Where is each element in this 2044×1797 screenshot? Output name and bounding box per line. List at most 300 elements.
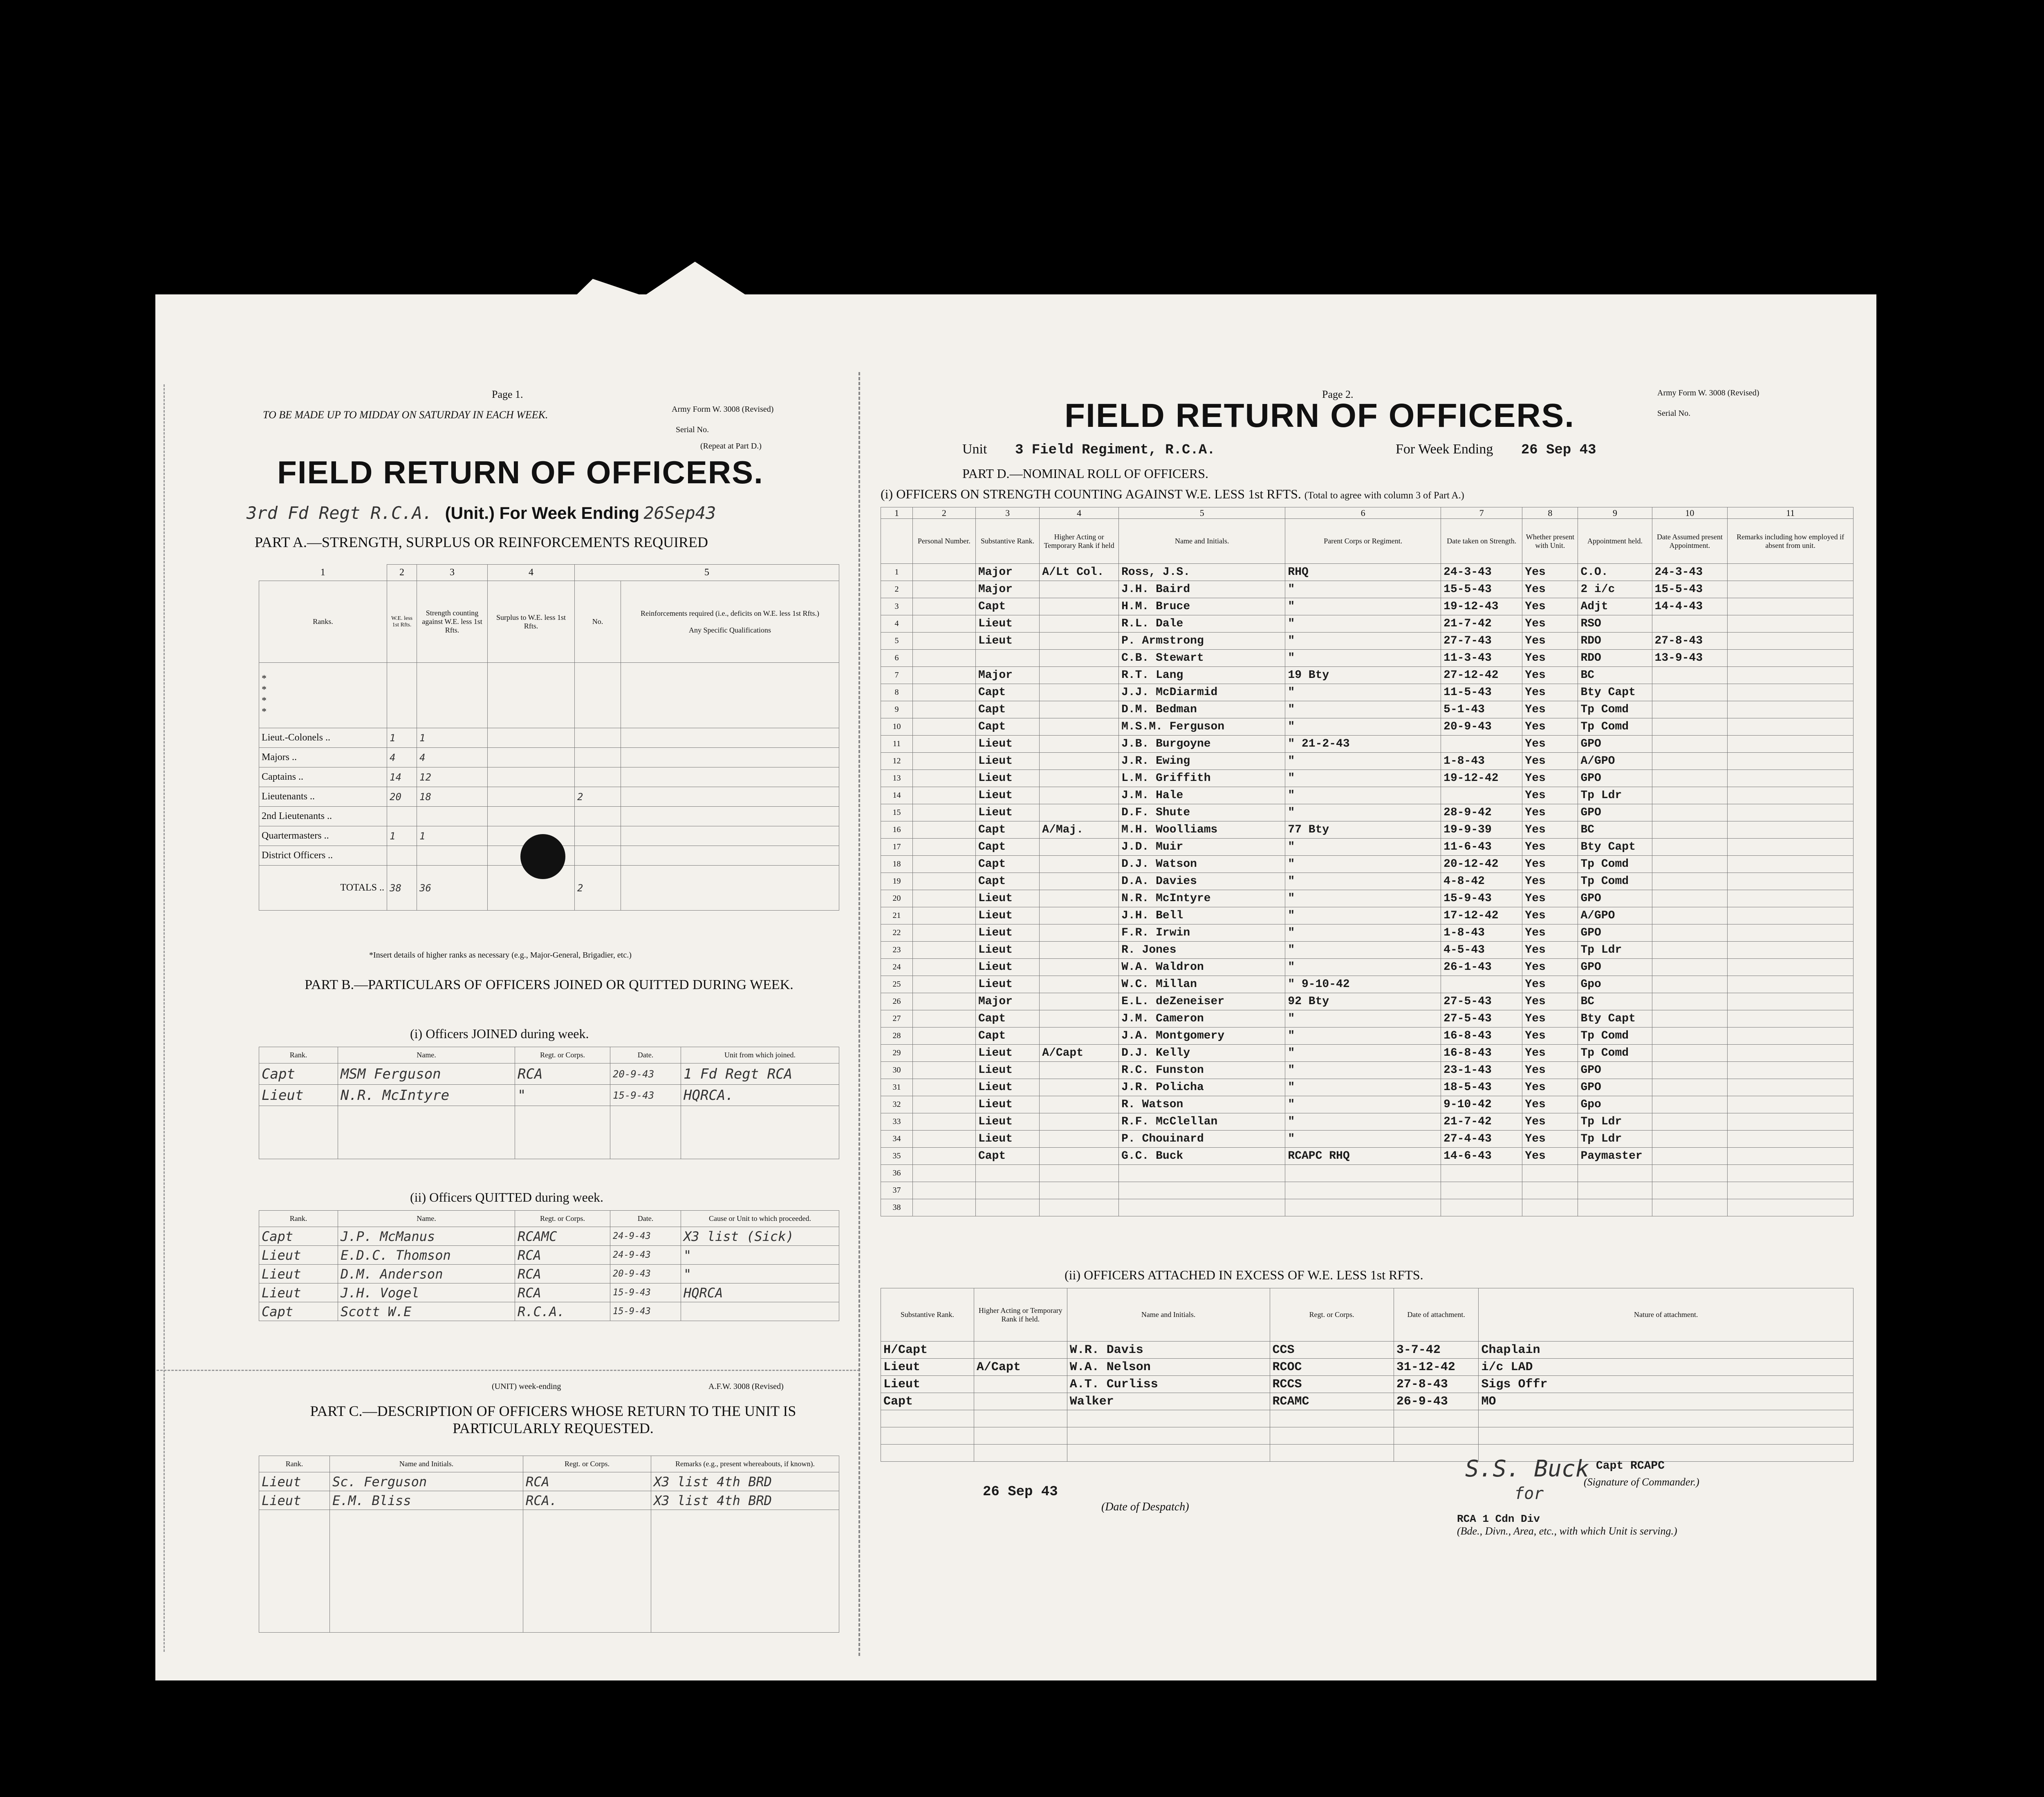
- roll-cell: [975, 650, 1039, 667]
- column-header: Higher Acting or Temporary Rank if held: [1040, 519, 1119, 564]
- roll-cell: [1652, 976, 1728, 993]
- roll-cell: ": [1285, 856, 1441, 873]
- roll-cell: [1040, 736, 1119, 753]
- roll-cell: [1441, 1182, 1522, 1199]
- roll-cell: R. Jones: [1119, 942, 1285, 959]
- despatch-date: 26 Sep 43: [983, 1484, 1058, 1500]
- roll-cell: 27-4-43: [1441, 1131, 1522, 1148]
- roll-cell: 37: [881, 1182, 913, 1199]
- roll-cell: [912, 581, 975, 598]
- roll-row: [881, 1199, 1853, 1216]
- quitted-row: Capt J.P. McManus RCAMC 24-9-43 X3 list (Sick): [259, 1227, 839, 1246]
- roll-cell: 15-9-43: [1441, 890, 1522, 907]
- attached-cell: Chaplain: [1479, 1342, 1853, 1359]
- roll-cell: [1040, 839, 1119, 856]
- serial-label: Serial No.: [676, 425, 709, 434]
- roll-cell: 28: [881, 1027, 913, 1045]
- roll-cell: ": [1285, 684, 1441, 701]
- roll-cell: [1040, 1131, 1119, 1148]
- roll-cell: [1040, 890, 1119, 907]
- roll-cell: Tp Comd: [1578, 856, 1652, 873]
- roll-cell: Tp Ldr: [1578, 1113, 1652, 1131]
- roll-cell: 27-5-43: [1441, 993, 1522, 1010]
- roll-cell: [1652, 615, 1728, 633]
- reinf-head: Reinforcements required (i.e., deficits on W.E. less 1st Rfts.) Any Specific Qualifications: [621, 581, 839, 663]
- roll-cell: ": [1285, 581, 1441, 598]
- roll-row: [881, 804, 1853, 821]
- roll-cell: Yes: [1522, 684, 1578, 701]
- roll-cell: Yes: [1522, 615, 1578, 633]
- roll-cell: 8: [881, 684, 913, 701]
- roll-cell: [912, 1131, 975, 1148]
- roll-cell: [1652, 942, 1728, 959]
- roll-cell: 27: [881, 1010, 913, 1027]
- roll-cell: [912, 804, 975, 821]
- roll-cell: G.C. Buck: [1119, 1148, 1285, 1165]
- roll-cell: Lieut: [975, 1131, 1039, 1148]
- column-header: Substantive Rank.: [975, 519, 1039, 564]
- roll-cell: GPO: [1578, 1062, 1652, 1079]
- roll-cell: J.J. McDiarmid: [1119, 684, 1285, 701]
- roll-cell: Yes: [1522, 581, 1578, 598]
- roll-cell: R.F. McClellan: [1119, 1113, 1285, 1131]
- roll-cell: Capt: [975, 873, 1039, 890]
- roll-row: [881, 1148, 1853, 1165]
- roll-cell: [912, 753, 975, 770]
- roll-cell: Capt: [975, 1148, 1039, 1165]
- roll-cell: Lieut: [975, 1079, 1039, 1096]
- roll-cell: GPO: [1578, 959, 1652, 976]
- roll-cell: ": [1285, 1062, 1441, 1079]
- roll-cell: [1040, 873, 1119, 890]
- roll-row: [881, 924, 1853, 942]
- section-i-note: (Total to agree with column 3 of Part A.): [1304, 490, 1464, 501]
- roll-cell: J.H. Baird: [1119, 581, 1285, 598]
- roll-cell: ": [1285, 1027, 1441, 1045]
- roll-cell: [1040, 1027, 1119, 1045]
- roll-cell: Yes: [1522, 736, 1578, 753]
- roll-cell: Tp Comd: [1578, 1045, 1652, 1062]
- repeat-note: (Repeat at Part D.): [700, 442, 762, 451]
- roll-cell: Paymaster: [1578, 1148, 1652, 1165]
- roll-cell: [912, 667, 975, 684]
- roll-cell: GPO: [1578, 804, 1652, 821]
- strength-row: 2nd Lieutenants ..: [259, 807, 839, 826]
- roll-cell: RDO: [1578, 633, 1652, 650]
- roll-cell: ": [1285, 924, 1441, 942]
- roll-cell: [1652, 873, 1728, 890]
- roll-row: [881, 598, 1853, 615]
- roll-row: [881, 650, 1853, 667]
- roll-cell: [1652, 1062, 1728, 1079]
- roll-cell: [1652, 701, 1728, 718]
- roll-cell: [1285, 1199, 1441, 1216]
- roll-cell: ": [1285, 959, 1441, 976]
- roll-cell: [1040, 581, 1119, 598]
- column-number: 6: [1285, 507, 1441, 519]
- roll-cell: [1652, 890, 1728, 907]
- roll-cell: 30: [881, 1062, 913, 1079]
- unit-name: 3rd Fd Regt R.C.A.: [247, 503, 433, 523]
- part-c-row: Lieut E.M. Bliss RCA. X3 list 4th BRD: [259, 1491, 839, 1510]
- roll-cell: ": [1285, 701, 1441, 718]
- roll-row: [881, 821, 1853, 839]
- attached-cell: Capt: [881, 1393, 974, 1410]
- roll-cell: 15-5-43: [1441, 581, 1522, 598]
- roll-row: [881, 1027, 1853, 1045]
- strength-row: Quartermasters .. 1 1: [259, 826, 839, 846]
- roll-cell: J.M. Cameron: [1119, 1010, 1285, 1027]
- roll-cell: 20-12-42: [1441, 856, 1522, 873]
- roll-cell: 19-12-43: [1441, 598, 1522, 615]
- roll-cell: [1040, 804, 1119, 821]
- roll-cell: Yes: [1522, 959, 1578, 976]
- roll-row: [881, 684, 1853, 701]
- roll-row: [881, 1096, 1853, 1113]
- roll-cell: Bty Capt: [1578, 684, 1652, 701]
- section-i-heading: (i) OFFICERS ON STRENGTH COUNTING AGAINST W.E. LESS 1st RFTS.: [881, 487, 1301, 501]
- roll-cell: 4-5-43: [1441, 942, 1522, 959]
- roll-cell: [912, 684, 975, 701]
- roll-cell: ": [1285, 753, 1441, 770]
- roll-cell: 20-9-43: [1441, 718, 1522, 736]
- roll-cell: A/Maj.: [1040, 821, 1119, 839]
- roll-cell: " 9-10-42: [1285, 976, 1441, 993]
- attached-cell: [974, 1376, 1067, 1393]
- attached-cell: MO: [1479, 1393, 1853, 1410]
- roll-cell: [912, 1010, 975, 1027]
- roll-cell: [1040, 787, 1119, 804]
- column-number: 4: [1040, 507, 1119, 519]
- roll-cell: [1578, 1165, 1652, 1182]
- col-num: 2: [387, 565, 417, 581]
- unit-label: Unit: [962, 442, 987, 457]
- roll-cell: 11-6-43: [1441, 839, 1522, 856]
- roll-cell: ": [1285, 1113, 1441, 1131]
- roll-cell: 21: [881, 907, 913, 924]
- roll-cell: Yes: [1522, 1062, 1578, 1079]
- attached-cell: RCCS: [1270, 1376, 1394, 1393]
- strength-row: Captains .. 14 12: [259, 767, 839, 787]
- roll-cell: Lieut: [975, 959, 1039, 976]
- roll-cell: [912, 787, 975, 804]
- roll-cell: [1040, 718, 1119, 736]
- roll-cell: 19: [881, 873, 913, 890]
- roll-cell: [1285, 1165, 1441, 1182]
- roll-cell: RCAPC RHQ: [1285, 1148, 1441, 1165]
- page-number: Page 2.: [1322, 388, 1354, 400]
- roll-cell: Yes: [1522, 1010, 1578, 1027]
- roll-cell: 23: [881, 942, 913, 959]
- roll-cell: Capt: [975, 684, 1039, 701]
- roll-cell: L.M. Griffith: [1119, 770, 1285, 787]
- roll-cell: Tp Ldr: [1578, 787, 1652, 804]
- roll-cell: [1522, 1199, 1578, 1216]
- roll-cell: [1652, 1079, 1728, 1096]
- roll-cell: Capt: [975, 856, 1039, 873]
- attached-row: [881, 1342, 1853, 1359]
- attached-cell: Sigs Offr: [1479, 1376, 1853, 1393]
- roll-row: [881, 856, 1853, 873]
- attached-cell: CCS: [1270, 1342, 1394, 1359]
- roll-cell: [912, 1062, 975, 1079]
- roll-cell: ": [1285, 615, 1441, 633]
- attached-cell: Lieut: [881, 1359, 974, 1376]
- roll-cell: Yes: [1522, 821, 1578, 839]
- roll-cell: 14-4-43: [1652, 598, 1728, 615]
- roll-cell: [1652, 787, 1728, 804]
- roll-cell: H.M. Bruce: [1119, 598, 1285, 615]
- roll-cell: [912, 1199, 975, 1216]
- roll-cell: [1040, 1165, 1119, 1182]
- attached-header: Higher Acting or Temporary Rank if held.: [974, 1288, 1067, 1342]
- roll-cell: E.L. deZeneiser: [1119, 993, 1285, 1010]
- roll-cell: [1652, 753, 1728, 770]
- roll-cell: [1652, 1131, 1728, 1148]
- roll-cell: M.S.M. Ferguson: [1119, 718, 1285, 736]
- attached-header: Name and Initials.: [1067, 1288, 1270, 1342]
- week-ending: 26Sep43: [643, 503, 716, 523]
- roll-cell: ": [1285, 650, 1441, 667]
- roll-cell: [912, 650, 975, 667]
- column-header: Remarks including how employed if absent from unit.: [1728, 519, 1853, 564]
- roll-cell: 28-9-42: [1441, 804, 1522, 821]
- attached-cell: RCOC: [1270, 1359, 1394, 1376]
- roll-cell: 4-8-42: [1441, 873, 1522, 890]
- roll-cell: 1-8-43: [1441, 753, 1522, 770]
- roll-cell: Capt: [975, 701, 1039, 718]
- roll-row: [881, 753, 1853, 770]
- column-header: Parent Corps or Regiment.: [1285, 519, 1441, 564]
- roll-cell: RDO: [1578, 650, 1652, 667]
- totals-row: TOTALS .. 38 36 2: [259, 866, 839, 911]
- quitted-row: Lieut J.H. Vogel RCA 15-9-43 HQRCA: [259, 1283, 839, 1302]
- roll-row: [881, 1165, 1853, 1182]
- roll-cell: 21-7-42: [1441, 615, 1522, 633]
- surplus-head: Surplus to W.E. less 1st Rfts.: [488, 581, 575, 663]
- roll-cell: 9: [881, 701, 913, 718]
- section-ii-heading: (ii) OFFICERS ATTACHED IN EXCESS OF W.E. LESS 1st RFTS.: [1065, 1268, 1423, 1282]
- roll-cell: Yes: [1522, 942, 1578, 959]
- roll-cell: 22: [881, 924, 913, 942]
- roll-cell: 27-12-42: [1441, 667, 1522, 684]
- joined-row: Lieut N.R. McIntyre " 15-9-43 HQRCA.: [259, 1085, 839, 1106]
- roll-cell: Capt: [975, 1027, 1039, 1045]
- roll-cell: 18: [881, 856, 913, 873]
- roll-cell: Yes: [1522, 1045, 1578, 1062]
- roll-cell: [1040, 1079, 1119, 1096]
- roll-row: [881, 993, 1853, 1010]
- roll-cell: BC: [1578, 993, 1652, 1010]
- roll-cell: [1652, 1165, 1728, 1182]
- roll-cell: Lieut: [975, 633, 1039, 650]
- roll-cell: Lieut: [975, 1113, 1039, 1131]
- footnote: *Insert details of higher ranks as necessary (e.g., Major-General, Brigadier, etc.): [369, 951, 632, 960]
- roll-cell: GPO: [1578, 770, 1652, 787]
- roll-row: [881, 615, 1853, 633]
- column-header: Appointment held.: [1578, 519, 1652, 564]
- roll-row: [881, 959, 1853, 976]
- roll-cell: [912, 1165, 975, 1182]
- roll-cell: 16: [881, 821, 913, 839]
- roll-cell: [1652, 804, 1728, 821]
- roll-cell: [912, 924, 975, 942]
- roll-cell: Tp Comd: [1578, 873, 1652, 890]
- col-num: 4: [488, 565, 575, 581]
- roll-cell: [1522, 1165, 1578, 1182]
- roll-cell: 29: [881, 1045, 913, 1062]
- part-b-heading: PART B.—PARTICULARS OF OFFICERS JOINED OR QUITTED DURING WEEK.: [305, 977, 793, 992]
- roll-cell: Yes: [1522, 856, 1578, 873]
- roll-cell: 1: [881, 564, 913, 581]
- roll-row: [881, 736, 1853, 753]
- joined-table: Rank. Name. Regt. or Corps. Date. Unit from which joined. Capt MSM Ferguson RCA 20-9-43 1 Fd Regt RCA Lieut N.R. McIntyre " 15-9-43 HQRCA.: [259, 1047, 839, 1159]
- roll-cell: [1578, 1182, 1652, 1199]
- roll-row: [881, 667, 1853, 684]
- column-number: 2: [912, 507, 975, 519]
- roll-cell: [912, 856, 975, 873]
- roll-cell: 20: [881, 890, 913, 907]
- roll-cell: [1040, 633, 1119, 650]
- roll-cell: [1652, 684, 1728, 701]
- roll-cell: 5: [881, 633, 913, 650]
- attached-cell: [974, 1342, 1067, 1359]
- roll-cell: Ross, J.S.: [1119, 564, 1285, 581]
- roll-cell: 21-7-42: [1441, 1113, 1522, 1131]
- roll-cell: Capt: [975, 718, 1039, 736]
- roll-cell: J.B. Burgoyne: [1119, 736, 1285, 753]
- roll-cell: 2 i/c: [1578, 581, 1652, 598]
- ranks-head: Ranks.: [259, 581, 387, 663]
- roll-cell: Lieut: [975, 942, 1039, 959]
- roll-cell: Yes: [1522, 924, 1578, 942]
- roll-cell: 12: [881, 753, 913, 770]
- roll-cell: Lieut: [975, 1062, 1039, 1079]
- roll-cell: 17-12-42: [1441, 907, 1522, 924]
- unit-week-label: (UNIT) week-ending: [492, 1382, 561, 1391]
- roll-cell: 19 Bty: [1285, 667, 1441, 684]
- page-title: FIELD RETURN OF OFFICERS.: [277, 454, 764, 490]
- quitted-row: Lieut E.D.C. Thomson RCA 24-9-43 ": [259, 1246, 839, 1265]
- roll-cell: Yes: [1522, 1096, 1578, 1113]
- serial-label: Serial No.: [1657, 409, 1691, 418]
- roll-cell: ": [1285, 718, 1441, 736]
- roll-cell: [912, 907, 975, 924]
- roll-cell: [1441, 1199, 1522, 1216]
- part-c-table: Rank. Name and Initials. Regt. or Corps. Remarks (e.g., present whereabouts, if known). Lieut Sc. Ferguson RCA X3 list 4th BRD Lieut E.M. Bliss RCA. X3 list 4th BRD: [259, 1456, 839, 1633]
- attached-header: Regt. or Corps.: [1270, 1288, 1394, 1342]
- afw-label: A.F.W. 3008 (Revised): [708, 1382, 784, 1391]
- roll-cell: 34: [881, 1131, 913, 1148]
- roll-cell: 14-6-43: [1441, 1148, 1522, 1165]
- roll-cell: 11-3-43: [1441, 650, 1522, 667]
- roll-cell: Yes: [1522, 1027, 1578, 1045]
- roll-cell: Yes: [1522, 718, 1578, 736]
- joined-title: (i) Officers JOINED during week.: [410, 1026, 589, 1041]
- page-title: FIELD RETURN OF OFFICERS.: [1065, 397, 1575, 434]
- roll-row: [881, 1062, 1853, 1079]
- nominal-roll-table: [881, 507, 1853, 1216]
- roll-cell: [1652, 1027, 1728, 1045]
- strength-row: Lieutenants .. 20 18 2: [259, 787, 839, 807]
- attached-cell: i/c LAD: [1479, 1359, 1853, 1376]
- roll-cell: 17: [881, 839, 913, 856]
- roll-cell: [1652, 856, 1728, 873]
- roll-cell: Lieut: [975, 787, 1039, 804]
- attached-cell: W.R. Davis: [1067, 1342, 1270, 1359]
- roll-cell: [1441, 976, 1522, 993]
- quitted-table: Rank. Name. Regt. or Corps. Date. Cause or Unit to which proceeded. Capt J.P. McManus RCAMC 24-9-43 X3 list (Sick) Lieut E.D.C. Thomson RCA 24-9-43 " Lieut D.M. Anderson RCA 20-9-43 " Lieut J.H. Vogel RCA 15-9-43 HQRCA Capt Scott W.E R.C.A. 15-9-43: [259, 1210, 839, 1321]
- roll-row: [881, 770, 1853, 787]
- roll-cell: [1040, 1182, 1119, 1199]
- roll-cell: 7: [881, 667, 913, 684]
- roll-cell: 18-5-43: [1441, 1079, 1522, 1096]
- roll-cell: Major: [975, 993, 1039, 1010]
- roll-cell: 27-5-43: [1441, 1010, 1522, 1027]
- roll-cell: Yes: [1522, 993, 1578, 1010]
- roll-cell: RHQ: [1285, 564, 1441, 581]
- roll-cell: J.R. Ewing: [1119, 753, 1285, 770]
- roll-row: [881, 1010, 1853, 1027]
- roll-cell: Yes: [1522, 1148, 1578, 1165]
- roll-cell: Lieut: [975, 770, 1039, 787]
- roll-cell: Tp Ldr: [1578, 1131, 1652, 1148]
- roll-cell: Gpo: [1578, 976, 1652, 993]
- roll-cell: Adjt: [1578, 598, 1652, 615]
- part-a-heading: PART A.—STRENGTH, SURPLUS OR REINFORCEMENTS REQUIRED: [255, 534, 708, 550]
- roll-cell: [1040, 856, 1119, 873]
- roll-cell: [1040, 907, 1119, 924]
- roll-cell: [1040, 770, 1119, 787]
- roll-cell: BC: [1578, 667, 1652, 684]
- col-num: 3: [417, 565, 488, 581]
- strength-row: District Officers ..: [259, 846, 839, 866]
- roll-cell: [912, 718, 975, 736]
- attached-header: Nature of attachment.: [1479, 1288, 1853, 1342]
- roll-cell: [1040, 959, 1119, 976]
- roll-cell: [1652, 959, 1728, 976]
- roll-row: [881, 1079, 1853, 1096]
- part-c-heading: PART C.—DESCRIPTION OF OFFICERS WHOSE RETURN TO THE UNIT IS PARTICULARLY REQUESTED.: [310, 1403, 796, 1436]
- roll-cell: [912, 993, 975, 1010]
- roll-cell: 3: [881, 598, 913, 615]
- roll-row: [881, 976, 1853, 993]
- roll-cell: [1522, 1182, 1578, 1199]
- roll-row: [881, 873, 1853, 890]
- roll-cell: 26: [881, 993, 913, 1010]
- roll-cell: [1285, 1182, 1441, 1199]
- roll-cell: [912, 821, 975, 839]
- roll-cell: 26-1-43: [1441, 959, 1522, 976]
- roll-cell: [1652, 736, 1728, 753]
- attached-cell: 27-8-43: [1394, 1376, 1479, 1393]
- roll-cell: P. Chouinard: [1119, 1131, 1285, 1148]
- attached-cell: [974, 1393, 1067, 1410]
- roll-cell: [1040, 1010, 1119, 1027]
- roll-cell: 2: [881, 581, 913, 598]
- roll-cell: [912, 736, 975, 753]
- roll-cell: [1441, 787, 1522, 804]
- roll-cell: [1652, 1113, 1728, 1131]
- roll-cell: R. Watson: [1119, 1096, 1285, 1113]
- roll-cell: 36: [881, 1165, 913, 1182]
- roll-cell: Lieut: [975, 753, 1039, 770]
- roll-cell: Tp Comd: [1578, 1027, 1652, 1045]
- roll-cell: Yes: [1522, 770, 1578, 787]
- roll-cell: ": [1285, 770, 1441, 787]
- roll-cell: Tp Ldr: [1578, 942, 1652, 959]
- roll-cell: 35: [881, 1148, 913, 1165]
